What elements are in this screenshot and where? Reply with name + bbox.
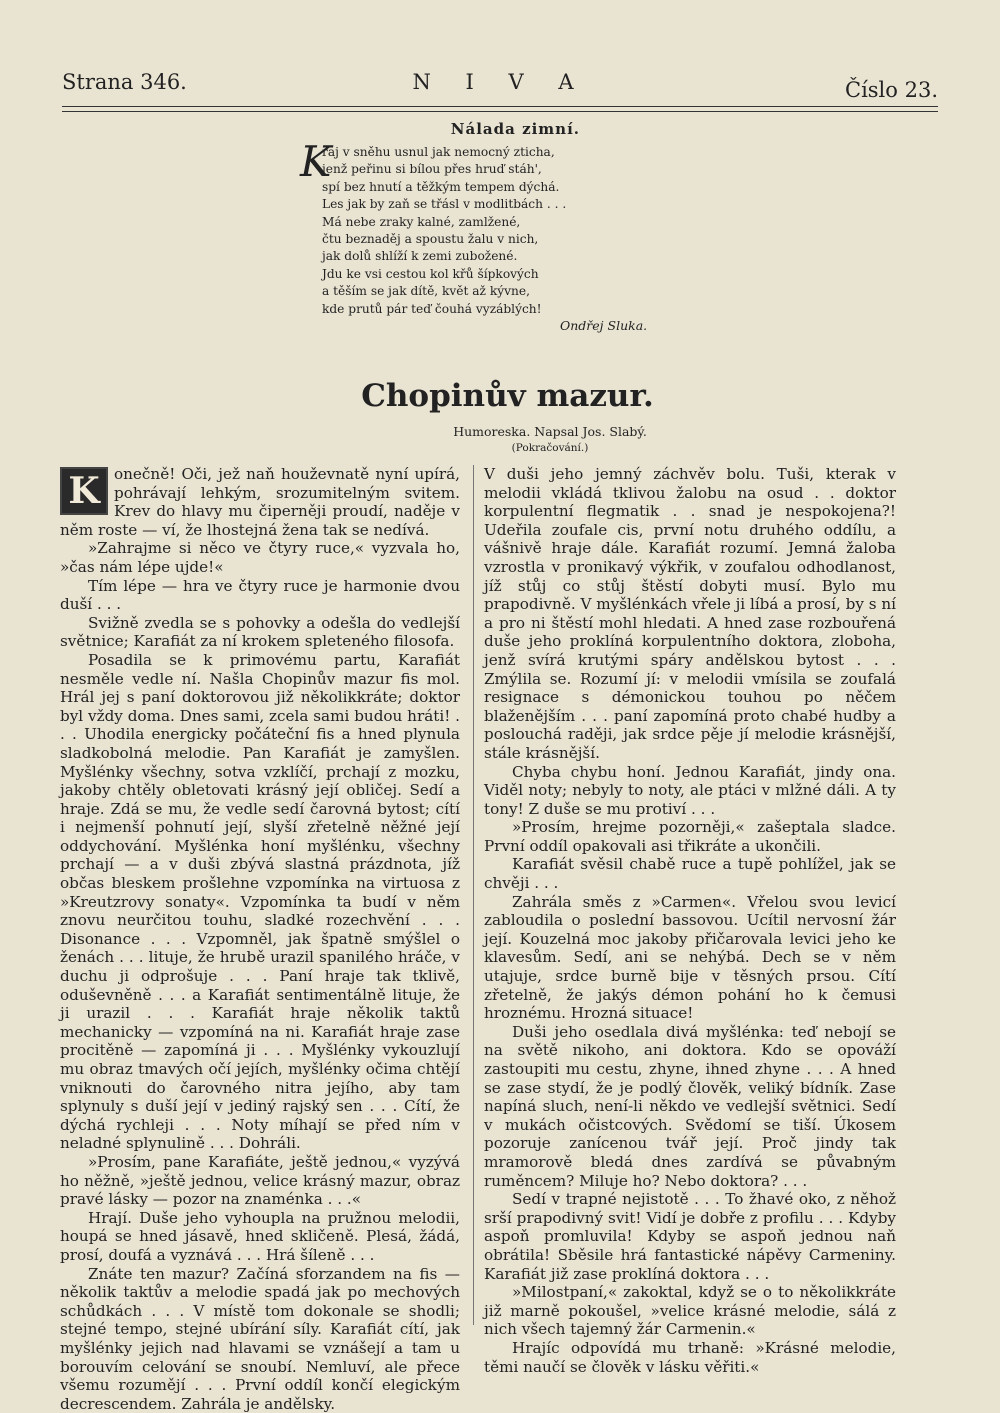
poem-title: Nálada zimní. — [450, 120, 580, 138]
column-divider — [473, 465, 474, 1325]
poem-author: Ondřej Sluka. — [560, 318, 648, 333]
page-number: Strana 346. — [62, 70, 187, 94]
story-continuation: (Pokračování.) — [511, 442, 589, 454]
poem — [300, 120, 620, 318]
poem-line: jak dolů shlíží k zemi zubožené. — [322, 249, 518, 264]
poem-line: jenž peřinu si bílou přes hruď stáh', — [322, 162, 542, 177]
poem-line: kde prutů pár teď čouhá vyzáblých! — [322, 301, 542, 316]
page-header — [62, 70, 938, 110]
story-paragraph: V duši jeho jemný záchvěv bolu. Tuši, kterak v melodii vkládá tklivou žalobu na osud . . doktor korpulentní flegmatik . . snad je nespokojena?! Udeřila zoufale cis, první notu druhého oddílu, a vášnivě hraje dále. Karafiát rozumí. Jemná žaloba vzrostla v pronikavý výkřik, v zoufalou odhodlanost, jíž stůj co stůj štěstí dobyti musí. Bylo mu prapodivně. V myšlénkách vřele ji líbá a prosí, by s ní a pro ni štěstí mohl hledati. A hned zase rozbouřená duše jeho proklíná korpulentního doktora, zloboha, jenž svírá krutými spáry andělskou bytost . . . Zmýlila se. Rozumí jí: v melodii vmísila se zoufalá resignace s démonickou touhou po něčem blaženějším . . . paní zapomíná proto chabé hudby a poslouchá raději, jak srdce pěje jí melodie krásnější, stále krásnější. — [484, 465, 896, 762]
story-paragraph: »Prosím, pane Karafiáte, ještě jednou,« vyzývá ho něžně, »ještě jednou, velice krásný mazur, obraz pravé lásky — pozor na znaménka . . .« — [60, 1152, 460, 1209]
story-paragraph: Duši jeho osedlala divá myšlénka: teď nebojí se na světě nikoho, ani doktora. Kdo se opováží zastoupiti mu cestu, zhyne, ihned zhyne . . . A hned se zase stydí, že je podlý člověk, veliký bídník. Zase napíná sluch, není-li někdo ve vedlejší světnici. Sedí v mukách očistcových. Svědomí se tiší. Úkosem pozoruje zanícenou tvář její. Proč jindy tak mramorově bledá dnes zardívá se půvabným ruměncem? Miluje ho? Nebo doktora? . . . — [484, 1022, 896, 1190]
story-paragraph: »Zahrajme si něco ve čtyry ruce,« vyzvala ho, »čas nám lépe ujde!« — [60, 539, 460, 576]
story-paragraph: Zahrála směs z »Carmen«. Vřelou svou levicí zabloudila o poslední bassovou. Ucítil nervosní žár její. Kouzelná moc jakoby přičarovala levici jeho ke klavesům. Sedí, ani se nehýbá. Dech se v něm utajuje, srdce burně bije v těsných prsou. Cítí zřetelně, že jakýs démon pohání ho k čemusi hroznému. Hrozná situace! — [484, 892, 896, 1023]
story-paragraph: Znáte ten mazur? Začíná sforzandem na fis — několik taktův a melodie spadá jak po mechových schůdkách . . . V místě tom dokonale se shodli; stejné tempo, stejné ubírání síly. Karafiát cítí, jak myšlénky jejich nad hlavami se vznášejí a tam u borouvím celování se snoubí. Nemluví, ale přece všemu rozumějí . . . První oddíl končí elegickým decrescendem. Zahrála je andělsky. — [60, 1264, 460, 1413]
poem-line: čtu beznaděj a spoustu žalu v nich, — [322, 232, 539, 247]
story-paragraph: »Milostpaní,« zakoktal, když se o to několikkráte již marně pokoušel, »velice krásné melodie, sálá z nich všech tajemný žár Carmenin.« — [484, 1283, 896, 1339]
magazine-title: N I V A — [412, 70, 588, 94]
paragraph-text: onečně! Oči, jež naň houževnatě nyní upírá, pohrávají lehkým, srozumitelným svitem. Krev do hlavy mu čiperněji proudí, naděje v něm roste — ví, že lhostejná žena tak se nedívá. — [60, 465, 460, 539]
poem-line: a těším se jak dítě, květ až kývne, — [322, 284, 530, 299]
poem-line: spí bez hnutí a těžkým tempem dýchá. — [322, 179, 560, 194]
story-paragraph: Svižně zvedla se s pohovky a odešla do vedlejší světnice; Karafiát za ní krokem spleteného filosofa. — [60, 613, 460, 651]
story-title: Chopinův mazur. — [361, 378, 654, 414]
story-paragraph: Tím lépe — hra ve čtyry ruce je harmonie dvou duší . . . — [60, 576, 460, 614]
story-paragraph: Hrají. Duše jeho vyhoupla na pružnou melodii, houpá se hned jásavě, hned skličeně. Plesá, žádá, prosí, doufá a vyznává . . . Hrá šíleně . . . — [60, 1208, 460, 1264]
story-paragraph — [60, 465, 460, 539]
story-paragraph: »Prosím, hrejme pozorněji,« zašeptala sladce. První oddíl opakovali asi třikráte a ukončili. — [484, 818, 896, 855]
story-paragraph: Sedí v trapné nejistotě . . . To žhavé oko, z něhož srší prapodivný svit! Vidí je dobře z profilu . . . Kdyby aspoň promluvila! Kdyby se aspoň jednou naň obrátila! Sběsile hrá fantastické nápěvy Carmeniny. Karafiát již zase proklíná doktora . . . — [484, 1190, 896, 1283]
story-paragraph: Hrajíc odpovídá mu trhaně: »Krásné melodie, těmi naučí se člověk v lásku věřiti.« — [484, 1338, 896, 1376]
poem-lines — [300, 137, 620, 318]
story-column-right — [484, 465, 896, 1376]
story-paragraph: Chyba chybu honí. Jednou Karafiát, jindy ona. Viděl noty; nebyly to noty, ale ptáci v mlžné dáli. A ty tony! Z duše se mu protiví . . . — [484, 762, 896, 818]
poem-line: raj v sněhu usnul jak nemocný zticha, — [322, 145, 555, 159]
drop-cap: K — [60, 467, 108, 515]
header-rule — [62, 106, 938, 107]
poem-line: Má nebe zraky kalné, zamlžené, — [322, 214, 521, 229]
story-paragraph: Posadila se k primovému partu, Karafiát nesměle vedle ní. Našla Chopinův mazur fis mol. Hrál jej s paní doktorovou již několikkráte; doktor byl vždy doma. Dnes sami, zcela sami budou hráti! . . . Uhodila energicky počáteční fis a hned plynula sladkobolná melodie. Pan Karafiát je zamyšlen. Myšlénky všechny, sotva vzklíčí, prchají z mozku, jakoby chtěly obletovati krásný její obličej. Sedí a hraje. Zdá se mu, že vedle sedí čarovná bytost; cítí i nejmenší pohnutí její, slyší zřetelně něžné její oddychování. Myšlénka honí myšlénku, všechny prchají — a v duši zbývá slastná prázdnota, jíž občas bleskem prošlehne vzpomínka na virtuosa z »Kreutzrovy sonaty«. Vzpomínka ta budí v něm znovu neurčitou touhu, sladké rozechvění . . . Disonance . . . Vzpomněl, jak špatně smýšlel o ženách . . . lituje, že hrubě urazil spanilého hráče, v duchu ji odprošuje . . . Paní hraje tak tklivě, oduševněně . . . a Karafiát sentimentálně lituje, že ji urazil . . . Karafiát hraje několik taktů mechanicky — vzpomíná na ni. Karafiát hraje zase procitěně — zapomíná ji . . . Myšlénky vykouzlují mu obraz tmavých očí jejích, myšlénky očima chtějí vniknouti do čarovného nitra jejího, aby tam splynuly s duší její v jediný rajský sen . . . Cítí, že dýchá rychleji . . . Noty míhají se před ním v neladné splynulině . . . Dohráli. — [60, 650, 460, 1153]
story-paragraph: Karafiát svěsil chabě ruce a tupě pohlížel, jak se chvěji . . . — [484, 855, 896, 893]
poem-line: Les jak by zaň se třásl v modlitbách . . . — [322, 197, 567, 212]
story-column-left — [60, 465, 460, 1413]
story-subtitle: Humoreska. Napsal Jos. Slabý. — [453, 424, 647, 439]
poem-line: Jdu ke vsi cestou kol křů šípkových — [322, 266, 539, 281]
issue-number: Číslo 23. — [845, 78, 938, 102]
poem-initial: K — [300, 137, 332, 186]
header-rule-thin — [62, 111, 938, 112]
